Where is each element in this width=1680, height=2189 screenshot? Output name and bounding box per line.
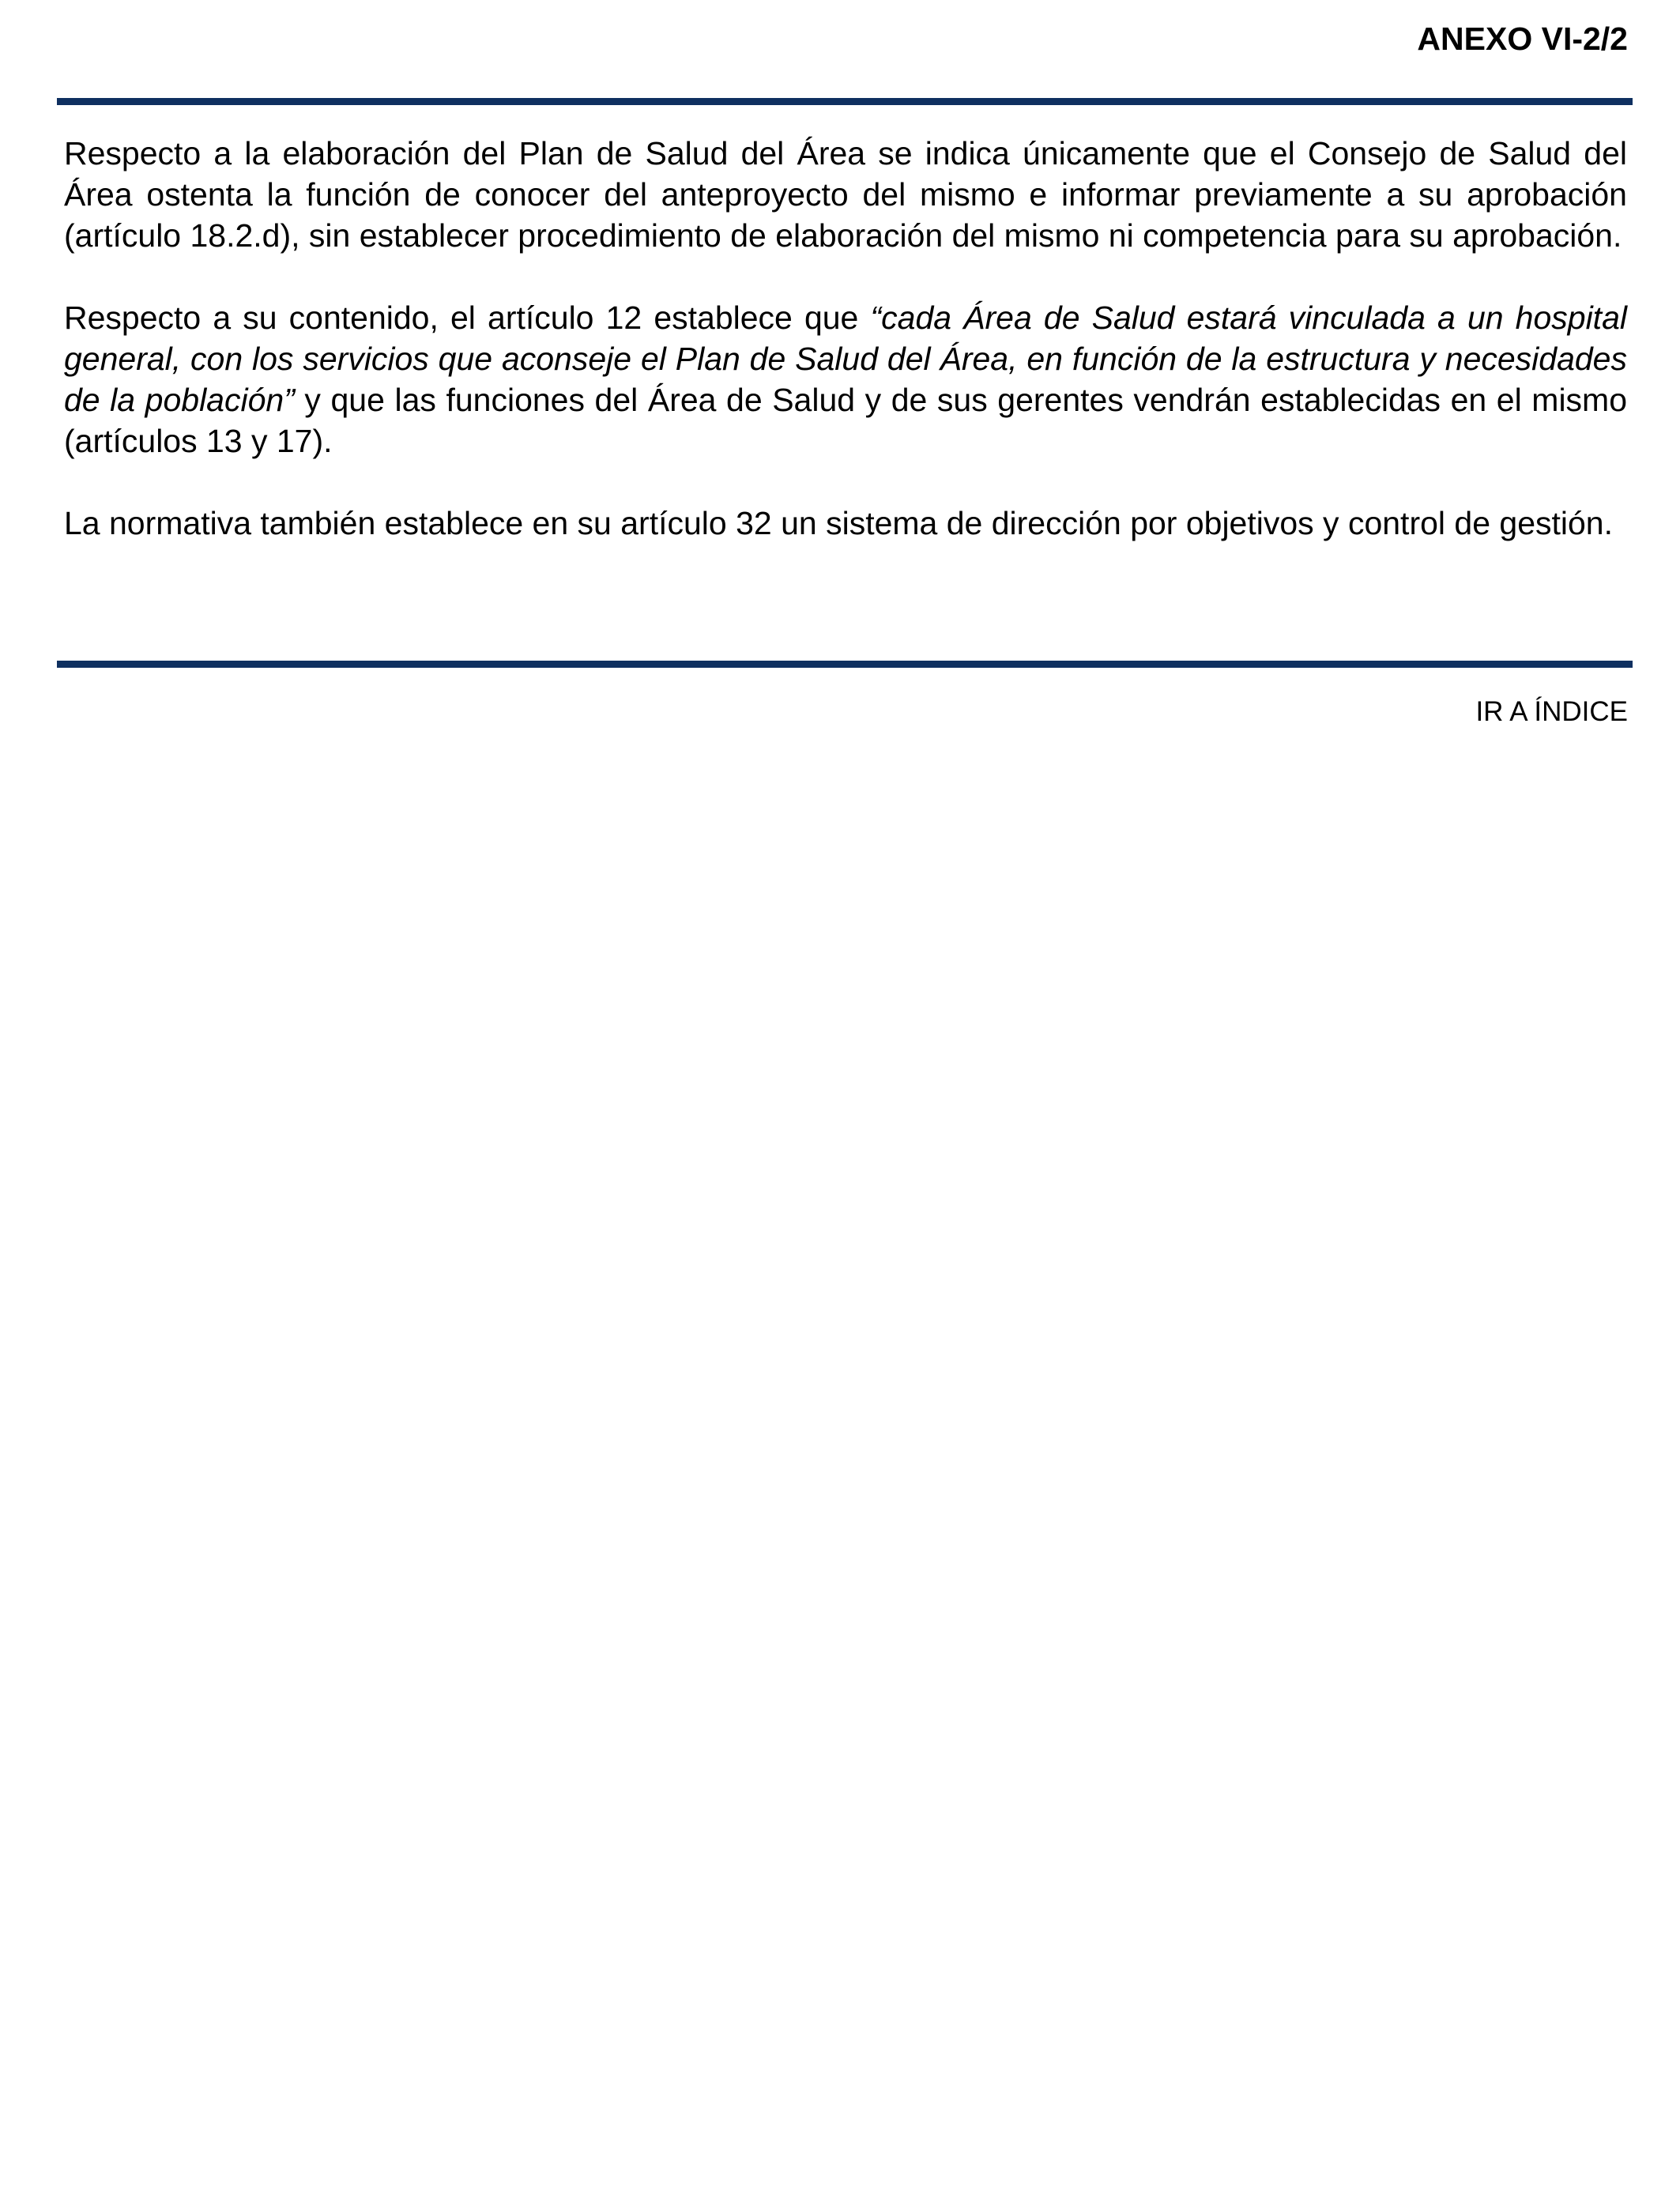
paragraph-2-tail: y que las funciones del Área de Salud y de sus gerentes vendrán establecidas en el mismo (artículos 13 y 17).: [64, 382, 1628, 459]
paragraph-plan-content: [64, 297, 1627, 462]
bottom-divider: [57, 661, 1633, 668]
paragraph-management-system: La normativa también establece en su artículo 32 un sistema de dirección por objetivos y control de gestión.: [64, 505, 1613, 541]
go-to-index-link[interactable]: IR A ÍNDICE: [1475, 696, 1628, 727]
paragraph-2-quote: “cada Área de Salud estará vinculada a un hospital general, con los servicios que aconseje el Plan de Salud del Área, en función de la estructura y necesidades de la población”: [64, 300, 1627, 418]
paragraph-plan-elaboration: Respecto a la elaboración del Plan de Salud del Área se indica únicamente que el Consejo de Salud del Área ostenta la función de conocer del anteproyecto del mismo e informar previamente a su aprobación (artículo 18.2.d), sin establecer procedimiento de elaboración del mismo ni competencia para su aprobación.: [64, 135, 1627, 254]
top-divider: [57, 98, 1633, 105]
annex-label: ANEXO VI-2/2: [1417, 21, 1628, 57]
paragraph-2-lead: Respecto a su contenido, el artículo 12 establece que: [64, 300, 871, 336]
document-body: [64, 133, 1627, 544]
